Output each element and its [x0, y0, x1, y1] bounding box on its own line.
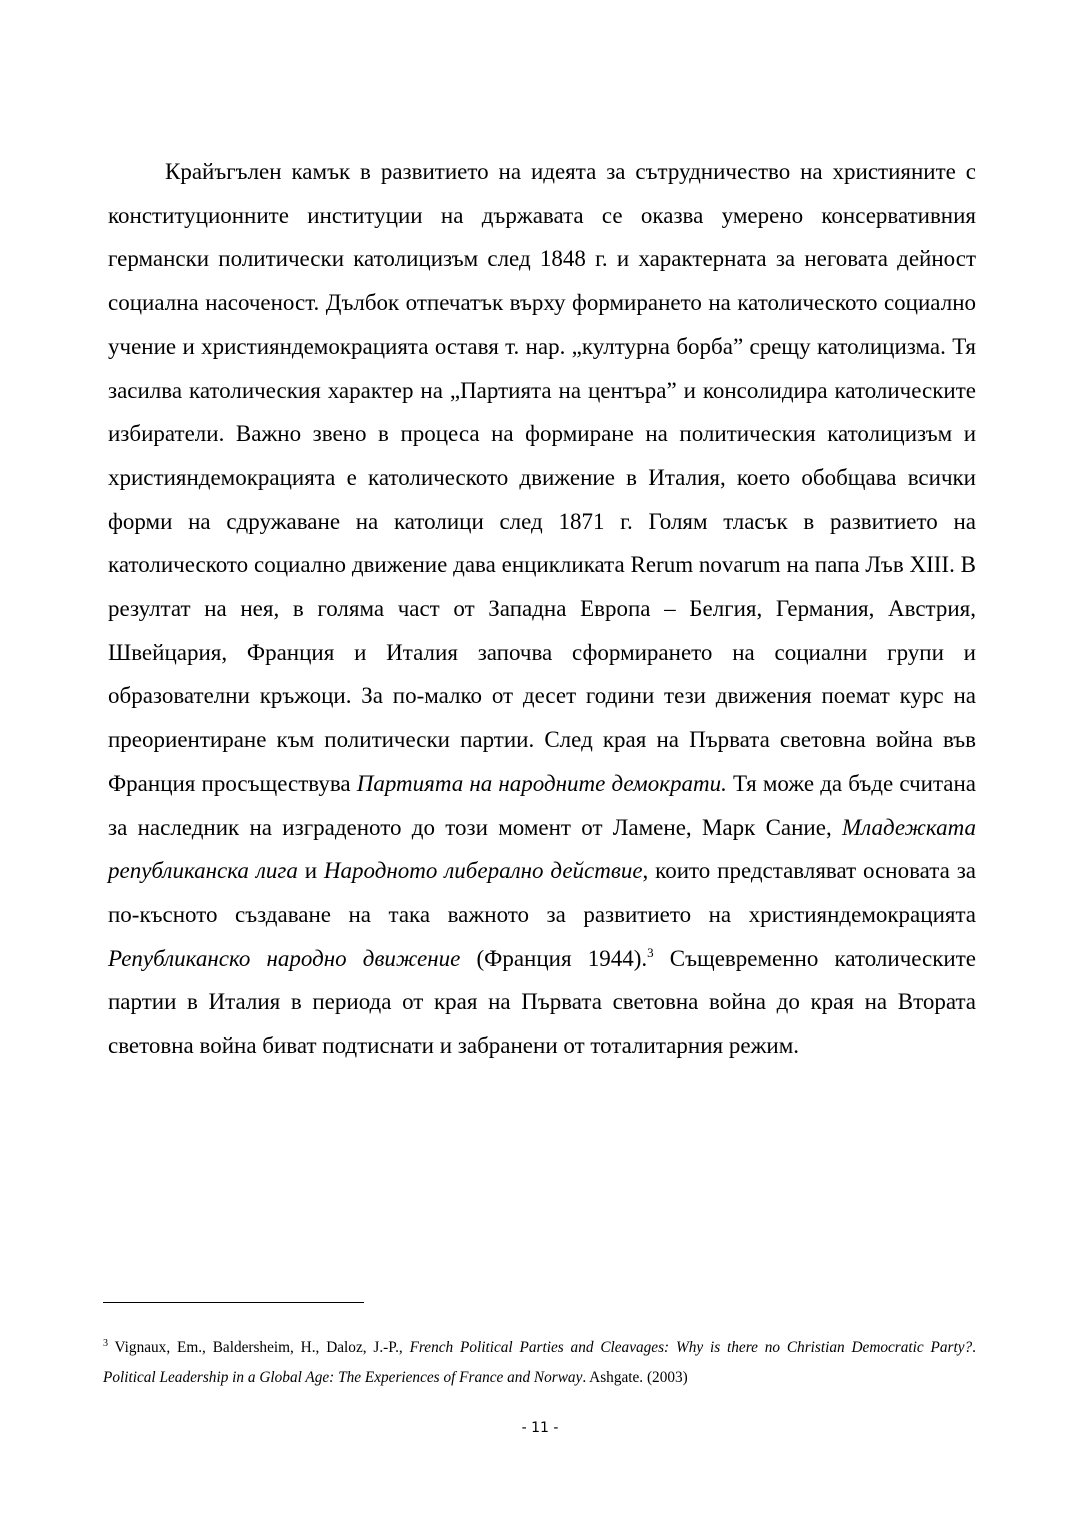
- paragraph-text: Крайъгълен камък в развитието на идеята за сътрудничество на християните с конституционните институции на държавата се оказва умерено консервативния германски политически католицизъм след 1848 г. и характерната за неговата дейност социална насоченост. Дълбок отпечатък върху формирането на католическото социално учение и християндемокрацията оставя т. нар. „културна борба” срещу католицизма. Тя засилва католическия характер на „Партията на центъра” и консолидира католическите избиратели. Важно звено в процеса на формиране на политическия католицизъм и християндемокрацията е католическото движение в Италия, което обобщава всички форми на сдружаване на католици след 1871 г. Голям тласък в развитието на католическото социално движение дава енцикликата Rerum novarum на папа Лъв XIII. В резултат на нея, в голяма част от Западна Европа – Белгия, Германия, Австрия, Швейцария, Франция и Италия започва сформирането на социални групи и образователни кръжоци. За по-малко от десет години тези движения поемат курс на преориентиране към политически партии. След края на Първата световна война във Франция просъществува: [108, 159, 976, 796]
- paragraph-text: (Франция 1944).: [460, 945, 648, 971]
- footnote-publisher: . Ashgate. (2003): [582, 1369, 688, 1386]
- italic-term-peoples-democrats: Партията на народните демократи.: [356, 770, 727, 796]
- footnote-book: Political Leadership in a Global Age: The Experiences of France and Norway: [103, 1369, 583, 1386]
- italic-term-youth-league: Младежката републиканска лига: [108, 814, 976, 884]
- paragraph-text: и: [297, 858, 324, 884]
- italic-term-mrp: Републиканско народно движение: [108, 945, 461, 971]
- footnote-separator-text: .: [972, 1339, 976, 1356]
- main-paragraph: [108, 150, 976, 1068]
- page-number: - 11 -: [521, 1420, 559, 1436]
- footnote-title: French Political Parties and Cleavages: Why is there no Christian Democratic Party?: [409, 1339, 973, 1356]
- footnote: [103, 1333, 976, 1393]
- footnote-authors: Vignaux, Em., Baldersheim, H., Daloz, J.-P.,: [108, 1339, 410, 1356]
- paragraph-text: , които представляват основата за по-късното създаване на така важното за развитието на християндемокрацията: [108, 858, 977, 927]
- footnote-marker: 3: [103, 1338, 108, 1349]
- italic-term-liberal-action: Народното либерално действие: [323, 858, 643, 884]
- paragraph-text: Същевременно католическите партии в Италия в периода от края на Първата световна война до края на Втората световна война биват подтиснати и забранени от тоталитарния режим.: [108, 945, 976, 1059]
- footnote-separator: [103, 1302, 364, 1303]
- footnote-reference: 3: [647, 944, 654, 960]
- paragraph-text: Тя може да бъде считана за наследник на изграденото до този момент от Ламене, Марк Сание,: [108, 770, 977, 840]
